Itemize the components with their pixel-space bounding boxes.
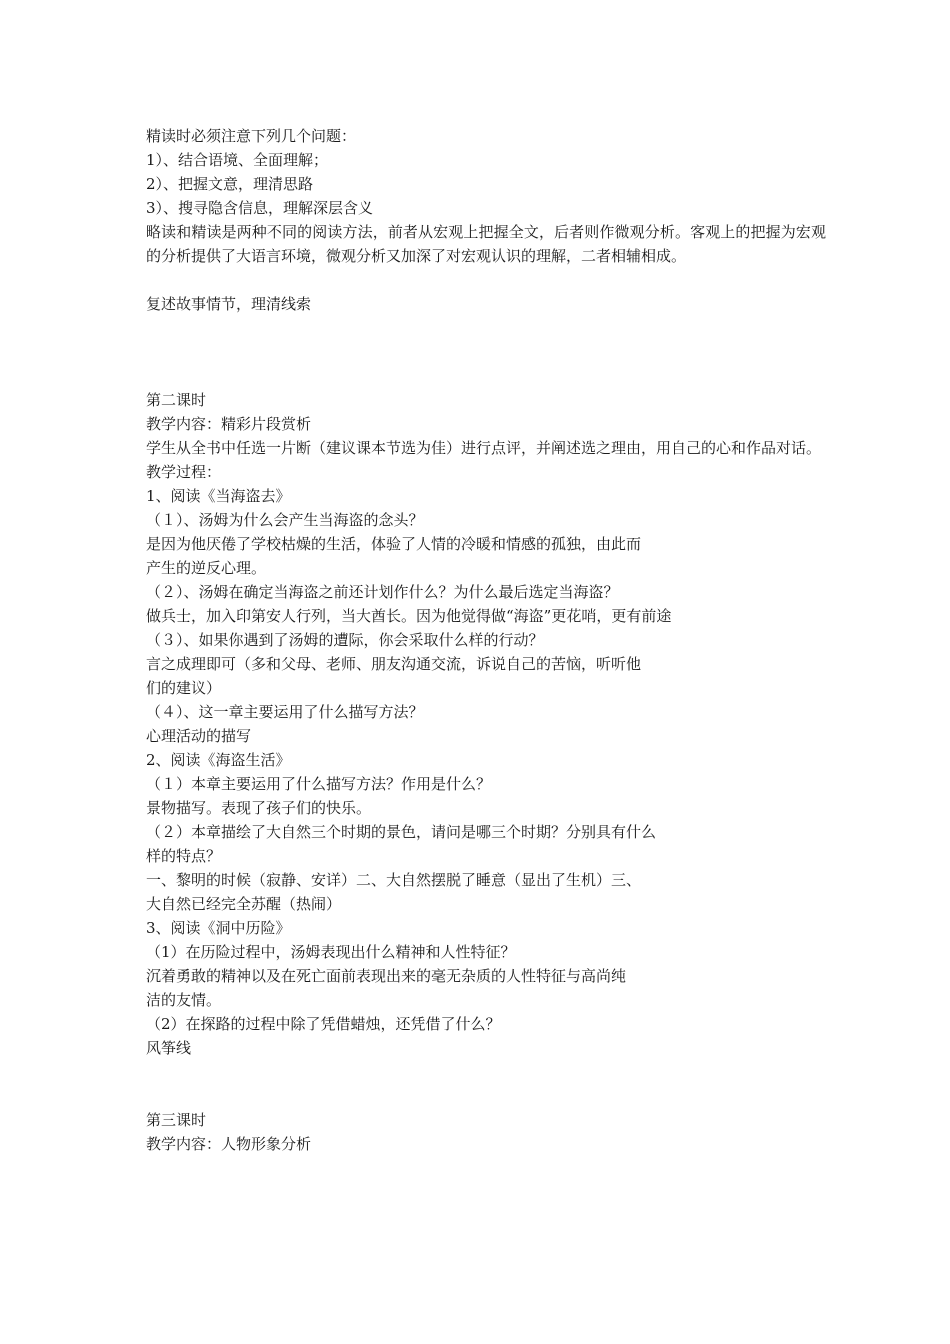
lesson2-line: 3、阅读《洞中历险》: [146, 919, 291, 937]
reading-point-1: 1）、结合语境、全面理解；: [146, 151, 329, 169]
reading-summary: 略读和精读是两种不同的阅读方法，前者从宏观上把握全文，后者则作微观分析。客观上的把握为宏观的分析提供了大语言环境，微观分析又加深了对宏观认识的理解，二者相辅相成。: [146, 223, 826, 265]
reading-intro: 精读时必须注意下列几个问题：: [146, 127, 357, 145]
lesson2-line: （２）本章描绘了大自然三个时期的景色，请问是哪三个时期？分别具有什么: [146, 823, 657, 841]
document-page: [146, 124, 826, 1156]
lesson2-line: 洁的友情。: [146, 991, 222, 1009]
lesson2-line: 景物描写。表现了孩子们的快乐。: [146, 799, 372, 817]
lesson2-description: 学生从全书中任选一片断（建议课本节选为佳）进行点评，并阐述选之理由，用自己的心和作品对话。: [146, 439, 822, 457]
lesson2-line: 大自然已经完全苏醒（热闹）: [146, 895, 342, 913]
lesson3-content: 教学内容：人物形象分析: [146, 1135, 312, 1153]
lesson2-line: （３）、如果你遇到了汤姆的遭际，你会采取什么样的行动？: [146, 631, 544, 649]
lesson2-line: （２）、汤姆在确定当海盗之前还计划作什么？为什么最后选定当海盗？: [146, 583, 619, 601]
lesson2-line: 风筝线: [146, 1039, 192, 1057]
lesson2-line: 2、阅读《海盗生活》: [146, 751, 291, 769]
lesson2-line: 沉着勇敢的精神以及在死亡面前表现出来的毫无杂质的人性特征与高尚纯: [146, 967, 627, 985]
lesson2-content: 教学内容：精彩片段赏析: [146, 415, 312, 433]
task-retell: 复述故事情节，理清线索: [146, 295, 312, 313]
lesson2-line: （1）在历险过程中，汤姆表现出什么精神和人性特征？: [146, 943, 516, 961]
lesson2-process-label: 教学过程：: [146, 463, 222, 481]
lesson2-line: （2）在探路的过程中除了凭借蜡烛，还凭借了什么？: [146, 1015, 501, 1033]
lesson2-line: 们的建议）: [146, 679, 222, 697]
lesson2-line: （１）、汤姆为什么会产生当海盗的念头？: [146, 511, 424, 529]
reading-point-2: 2）、把握文意，理清思路: [146, 175, 314, 193]
lesson2-line: 是因为他厌倦了学校枯燥的生活，体验了人情的冷暖和情感的孤独，由此而: [146, 535, 642, 553]
lesson2-line: 做兵士，加入印第安人行列，当大酋长。因为他觉得做“海盗”更花哨，更有前途: [146, 607, 672, 625]
lesson2-line: （４）、这一章主要运用了什么描写方法？: [146, 703, 424, 721]
lesson2-title: 第二课时: [146, 391, 207, 409]
lesson3-title: 第三课时: [146, 1111, 207, 1129]
lesson2-line: 一、黎明的时候（寂静、安详）二、大自然摆脱了睡意（显出了生机）三、: [146, 871, 642, 889]
lesson2-line: 言之成理即可（多和父母、老师、朋友沟通交流，诉说自己的苦恼，听听他: [146, 655, 642, 673]
lesson2-line: 心理活动的描写: [146, 727, 252, 745]
lesson2-line: 样的特点？: [146, 847, 222, 865]
lesson2-line: 1、阅读《当海盗去》: [146, 487, 291, 505]
reading-point-3: 3）、搜寻隐含信息，理解深层含义: [146, 199, 374, 217]
lesson2-line: （１）本章主要运用了什么描写方法？作用是什么？: [146, 775, 492, 793]
lesson2-line: 产生的逆反心理。: [146, 559, 267, 577]
